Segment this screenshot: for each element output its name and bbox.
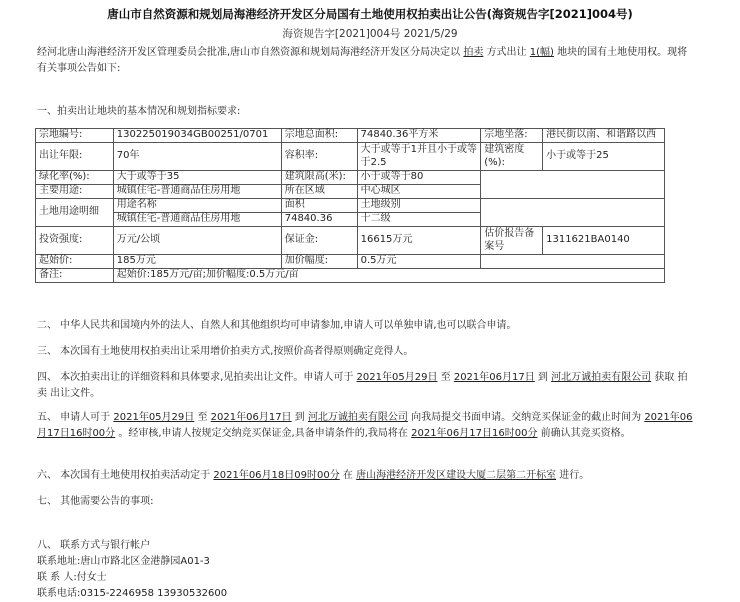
appraisal: 1311621BA0140 [543, 227, 665, 255]
deposit-label: 保证金: [281, 227, 357, 255]
section-3: 三、 本次国有土地使用权拍卖出让采用增价拍卖方式,按照价高者得原则确定竞得人。 [37, 346, 414, 357]
height-label: 建筑限高(米): [281, 171, 357, 185]
use: 城镇住宅-普通商品住房用地 [113, 185, 281, 199]
s4-company: 河北万诚拍卖有限公司 [551, 372, 652, 383]
far-label: 容积率: [281, 143, 357, 171]
s5-text-c: 到 [294, 412, 305, 423]
use-name: 城镇住宅-普通商品住房用地 [113, 213, 281, 227]
intro-text-1: 经河北唐山海港经济开发区管理委员会批准,唐山市自然资源和规划局海港经济开发区分局决定以 [37, 47, 461, 58]
contact-address: 联系地址:唐山市路北区金港静园A01-3 [37, 556, 210, 567]
empty-cell [481, 199, 665, 227]
total-area-label: 宗地总面积: [281, 129, 357, 143]
s6-text-c: 进行。 [559, 470, 590, 481]
s5-deposit-deadline: 2021年06月17日16时00分 [37, 412, 693, 439]
s5-text-d: 向我局提交书面申请。交纳竞买保证金的截止时间为 [411, 412, 642, 423]
s6-text-a: 六、 本次国有土地使用权拍卖活动定于 [37, 470, 211, 481]
location: 港民街以南、和谐路以西 [543, 129, 665, 143]
section-6 [37, 468, 697, 484]
s5-company: 河北万诚拍卖有限公司 [307, 412, 408, 423]
s5-text-b: 至 [197, 412, 208, 423]
total-area: 74840.36平方米 [357, 129, 481, 143]
s5-confirm-deadline: 2021年06月17日16时00分 [411, 428, 538, 439]
s4-text-d: 获取 拍卖 出让文件。 [37, 372, 688, 399]
height: 小于或等于80 [357, 171, 481, 185]
section-8-heading: 八、 联系方式与银行帐户 [37, 540, 151, 551]
intro-text-2: 方式出让 [486, 47, 527, 58]
area-label: 面积 [281, 199, 357, 213]
intro-text-3: 地块的国有土地使用权。现将有关事项公告如下: [37, 47, 688, 74]
empty-cell [481, 171, 665, 199]
s5-text-e: 。经审核,申请人按规定交纳竞买保证金,具备申请条件的,我局将在 [118, 428, 408, 439]
s4-text-a: 四、 本次拍卖出让的详细资料和具体要求,见拍卖出让文件。申请人可于 [37, 372, 354, 383]
use-label: 主要用途: [36, 185, 114, 199]
term-label: 出让年限: [36, 143, 114, 171]
remark-label: 备注: [36, 269, 114, 283]
intensity: 万元/公顷 [113, 227, 281, 255]
grade-label: 土地级别 [357, 199, 481, 213]
grade: 十二级 [357, 213, 481, 227]
density: 小于或等于25 [543, 143, 665, 171]
s6-auction-time: 2021年06月18日09时00分 [213, 470, 340, 481]
section-1-heading: 一、拍卖出让地块的基本情况和规划指标要求: [37, 106, 241, 117]
increment-label: 加价幅度: [281, 255, 357, 269]
s4-date-end: 2021年06月17日 [453, 372, 535, 383]
page-subtitle: 海资规告字[2021]004号 2021/5/29 [282, 28, 458, 40]
deposit: 16615万元 [357, 227, 481, 255]
s4-date-start: 2021年05月29日 [356, 372, 438, 383]
contact-person: 联 系 人:付女士 [37, 572, 107, 583]
term: 70年 [113, 143, 281, 171]
s5-text-a: 五、 申请人可于 [37, 412, 111, 423]
s5-text-f: 前确认其竞买资格。 [540, 428, 631, 439]
remark: 起始价:185万元/亩;加价幅度:0.5万元/亩 [113, 269, 664, 283]
section-4 [37, 370, 697, 402]
appraisal-label: 估价报告备案号 [481, 227, 543, 255]
use-name-label: 用途名称 [113, 199, 281, 213]
parcel-no: 130225019034GB00251/0701 [113, 129, 281, 143]
s4-text-b: 至 [440, 372, 451, 383]
area: 74840.36 [281, 213, 357, 227]
section-7: 七、 其他需要公告的事项: [37, 496, 154, 507]
zone-label: 所在区域 [281, 185, 357, 199]
parcel-info-table [35, 128, 665, 283]
intro-method: 拍卖 [463, 47, 484, 58]
landuse-detail-label: 土地用途明细 [36, 199, 114, 227]
start-price: 185万元 [113, 255, 281, 269]
contact-phone: 联系电话:0315-2246958 13930532600 [37, 588, 228, 599]
density-label: 建筑密度(%): [481, 143, 543, 171]
increment: 0.5万元 [357, 255, 481, 269]
page-title: 唐山市自然资源和规划局海港经济开发区分局国有土地使用权拍卖出让公告(海资规告字[2021]004号) [107, 7, 633, 21]
s5-date-end: 2021年06月17日 [210, 412, 292, 423]
empty-cell [481, 255, 665, 269]
intro-paragraph [37, 45, 697, 77]
intro-count: 1(幅) [529, 47, 554, 58]
start-price-label: 起始价: [36, 255, 114, 269]
intensity-label: 投资强度: [36, 227, 114, 255]
s5-date-start: 2021年05月29日 [113, 412, 195, 423]
parcel-no-label: 宗地编号: [36, 129, 114, 143]
section-5 [37, 410, 697, 442]
s4-text-c: 到 [537, 372, 548, 383]
s6-text-b: 在 [342, 470, 353, 481]
zone: 中心城区 [357, 185, 481, 199]
location-label: 宗地坐落: [481, 129, 543, 143]
far: 大于或等于1并且小于或等于2.5 [357, 143, 481, 171]
s6-auction-place: 唐山海港经济开发区建设大厦二层第二开标室 [356, 470, 557, 481]
green-label: 绿化率(%): [36, 171, 114, 185]
green: 大于或等于35 [113, 171, 281, 185]
section-2: 二、 中华人民共和国境内外的法人、自然人和其他组织均可申请参加,申请人可以单独申请,也可以联合申请。 [37, 320, 517, 331]
